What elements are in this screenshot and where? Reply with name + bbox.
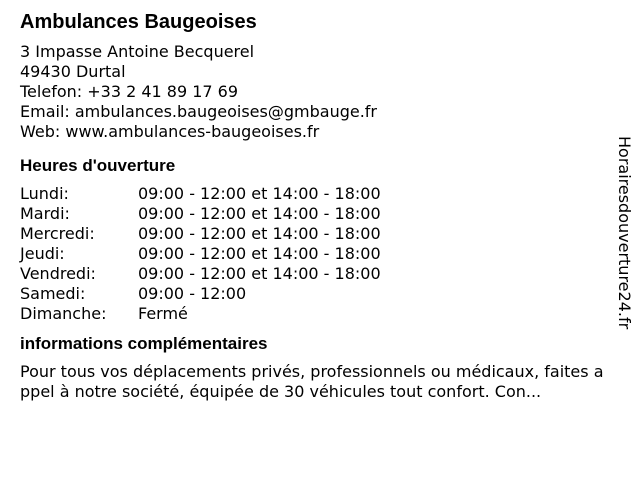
additional-info-title: informations complémentaires — [20, 334, 268, 353]
opening-hours-title: Heures d'ouverture — [20, 156, 176, 175]
hours-row-friday — [20, 264, 610, 284]
day-label: Jeudi: — [20, 244, 65, 263]
email-address: Email: ambulances.baugeoises@gmbauge.fr — [20, 102, 377, 121]
site-watermark: Horairesdouverture24.fr — [615, 136, 634, 330]
additional-info-text: Pour tous vos déplacements privés, professionnels ou médicaux, faites appel à notre société, équipée de 30 véhicules tout confort. Con... — [20, 362, 604, 401]
hours-value: 09:00 - 12:00 — [138, 284, 247, 303]
hours-value: 09:00 - 12:00 et 14:00 - 18:00 — [138, 184, 381, 203]
hours-row-monday — [20, 184, 610, 204]
phone-number: Telefon: +33 2 41 89 17 69 — [20, 82, 239, 101]
hours-row-saturday — [20, 284, 610, 304]
website: Web: www.ambulances-baugeoises.fr — [20, 122, 320, 141]
day-label: Dimanche: — [20, 304, 107, 323]
hours-value: 09:00 - 12:00 et 14:00 - 18:00 — [138, 204, 381, 223]
day-label: Lundi: — [20, 184, 69, 203]
business-name: Ambulances Baugeoises — [20, 11, 257, 33]
address-city: 49430 Durtal — [20, 62, 126, 81]
hours-row-sunday — [20, 304, 610, 324]
day-label: Vendredi: — [20, 264, 96, 283]
hours-value: 09:00 - 12:00 et 14:00 - 18:00 — [138, 264, 381, 283]
business-card — [20, 10, 610, 402]
hours-row-wednesday — [20, 224, 610, 244]
address-street: 3 Impasse Antoine Becquerel — [20, 42, 255, 61]
day-label: Mardi: — [20, 204, 70, 223]
hours-row-thursday — [20, 244, 610, 264]
hours-value: 09:00 - 12:00 et 14:00 - 18:00 — [138, 224, 381, 243]
day-label: Mercredi: — [20, 224, 95, 243]
hours-row-tuesday — [20, 204, 610, 224]
hours-value: 09:00 - 12:00 et 14:00 - 18:00 — [138, 244, 381, 263]
hours-value: Fermé — [138, 304, 188, 323]
day-label: Samedi: — [20, 284, 86, 303]
opening-hours-table — [20, 184, 610, 324]
